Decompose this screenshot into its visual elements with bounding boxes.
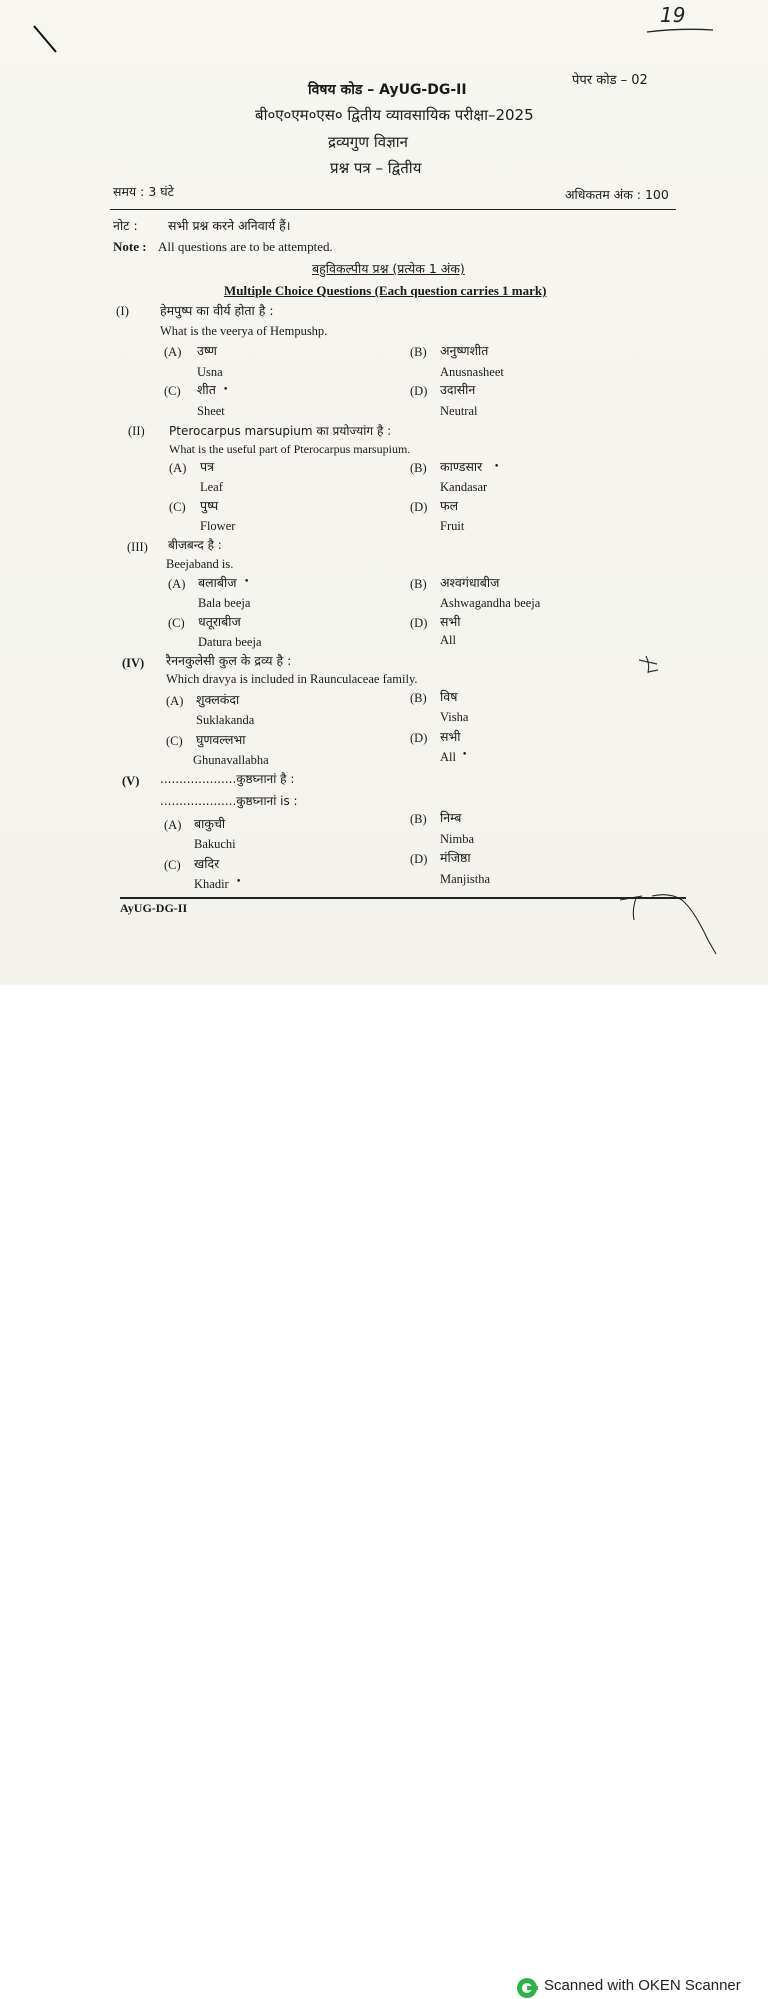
exam-title: बी०ए०एम०एस० द्वितीय व्यावसायिक परीक्षा–2025 [255,106,534,124]
handwritten-page-number: 19 [660,3,686,27]
question-english: What is the useful part of Pterocarpus marsupium. [169,442,411,456]
option-key: (B) [410,691,427,705]
option-english: Ashwagandha beeja [440,596,541,610]
option-hindi: शुक्लकंदा [196,692,240,707]
scanner-footer [0,985,768,1994]
option-hindi: धतूराबीज [198,614,241,629]
option-key: (D) [410,616,428,630]
option-key: (C) [166,734,183,748]
question-english: ....................कुष्ठघ्नानां is : [160,794,298,808]
question-english: Beejaband is. [166,557,234,571]
option-key: (B) [410,577,427,591]
handwritten-signature-scribble [612,890,722,960]
option-english: Kandasar [440,480,488,494]
subject-title: द्रव्यगुण विज्ञान [328,133,408,151]
option-english: Visha [440,710,469,724]
question-hindi: बीजबन्द है : [168,538,222,552]
option-english: Nimba [440,832,475,846]
option-key: (C) [169,500,186,514]
oken-scanner-logo-icon [516,1977,538,1999]
note-hindi-label: नोट : [113,218,138,233]
option-key: (C) [164,384,181,398]
option-key: (A) [164,345,182,359]
option-hindi: घुणवल्लभा [196,732,246,747]
question-number: (I) [116,303,129,318]
option-english: Sheet [197,404,225,418]
option-hindi: पुष्प [200,498,219,513]
option-english: Suklakanda [196,713,255,727]
option-key: (A) [166,694,184,708]
option-key: (D) [410,852,428,866]
pen-stroke-mark [30,22,60,56]
option-english: Fruit [440,519,465,533]
footer-subject-code: AyUG-DG-II [120,901,188,915]
option-hindi: पत्र [200,459,215,474]
option-hindi: मंजिष्ठा [440,850,471,865]
answer-tick-mark: • [462,750,468,760]
paper-code: पेपर कोड – 02 [572,73,648,88]
exam-paper [0,0,768,985]
option-english: Anusnasheet [440,365,504,379]
option-hindi: काण्डसार [440,459,483,474]
option-english: Flower [200,519,236,533]
answer-tick-mark: • [236,877,242,887]
option-key: (D) [410,500,428,514]
option-hindi: सभी [440,614,461,629]
option-english: Manjistha [440,872,490,886]
option-hindi: बाकुची [194,816,226,831]
subject-code: विषय कोड – AyUG-DG-II [308,82,467,98]
option-hindi: अनुष्णशीत [440,343,489,358]
time-duration: समय : 3 घंटे [113,184,174,199]
option-key: (B) [410,812,427,826]
note-english-label: Note : [113,239,147,254]
option-hindi: फल [440,498,459,513]
option-key: (B) [410,345,427,359]
option-english: Neutral [440,404,478,418]
option-key: (C) [164,858,181,872]
note-english-text: All questions are to be attempted. [158,239,333,254]
header-divider [110,209,676,210]
scanner-label: Scanned with OKEN Scanner [544,1977,741,1994]
answer-tick-mark: • [244,577,250,587]
question-number: (V) [122,774,140,788]
option-hindi: विष [440,689,458,704]
question-hindi: ....................कुष्ठघ्नानां है : [160,772,295,786]
footer-divider [120,897,686,899]
handwritten-underline [645,26,715,36]
option-hindi: बलाबीज [198,575,237,590]
option-english: All [440,750,456,764]
section-title-english: Multiple Choice Questions (Each question carries 1 mark) [224,283,547,298]
option-english: All [440,633,456,647]
question-hindi: Pterocarpus marsupium का प्रयोज्यांग है : [169,424,392,438]
option-english: Datura beeja [198,635,262,649]
option-english: Bakuchi [194,837,236,851]
option-key: (D) [410,731,428,745]
option-english: Ghunavallabha [193,753,269,767]
question-number: (III) [127,540,148,554]
question-number: (IV) [122,656,145,670]
option-hindi: उष्ण [197,343,217,358]
paper-title: प्रश्न पत्र – द्वितीय [330,159,422,177]
option-english: Bala beeja [198,596,251,610]
option-english: Khadir [194,877,229,891]
answer-tick-mark: • [494,462,500,472]
answer-tick-mark: • [223,385,229,395]
note-hindi-text: सभी प्रश्न करने अनिवार्य हैं। [168,218,291,233]
max-marks: अधिकतम अंक : 100 [565,187,669,202]
option-hindi: सभी [440,729,461,744]
option-key: (D) [410,384,428,398]
question-hindi: हेमपुष्प का वीर्य होता है : [160,303,274,318]
option-hindi: शीत [197,382,216,397]
option-key: (A) [169,461,187,475]
option-english: Leaf [200,480,223,494]
option-hindi: उदासीन [440,382,476,397]
question-english: Which dravya is included in Raunculaceae family. [166,672,418,686]
question-english: What is the veerya of Hempushp. [160,324,328,338]
option-key: (B) [410,461,427,475]
option-hindi: अश्वगंधाबीज [440,575,500,590]
question-hindi: रैननकुलेसी कुल के द्रव्य है : [166,653,292,668]
option-english: Usna [197,365,223,379]
option-key: (A) [168,577,186,591]
option-hindi: खदिर [194,856,220,871]
question-number: (II) [128,424,145,438]
option-key: (A) [164,818,182,832]
section-title-hindi: बहुविकल्पीय प्रश्न (प्रत्येक 1 अंक) [312,261,465,276]
option-hindi: निम्ब [440,810,462,825]
option-key: (C) [168,616,185,630]
handwritten-cross-mark [636,654,662,676]
